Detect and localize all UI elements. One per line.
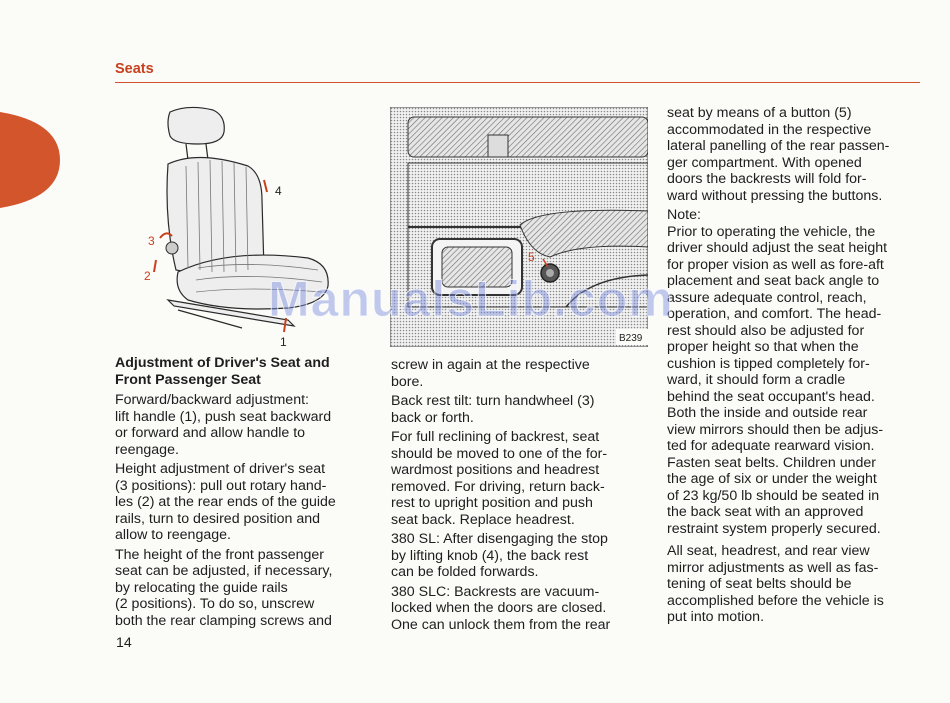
callout-3: 3 — [148, 234, 155, 248]
door-panel-illustration — [390, 107, 648, 347]
note-paragraph: Note: Prior to operating the vehicle, the driver should adjust the seat height for proper vision as well as fore-aft placement and seat back angle to assure adequate control, reach, operation, and comfort. The head- rest should also be adjusted for proper height so that when the cushion is tipped completely for- ward, it should form a cradle behind the seat occupant's head. Both the inside and outside rear view mirrors should then be adjus- ted for adequate rearward vision. Fasten seat belts. Children under the age of six or under the weight of 23 kg/50 lb should be seated in the back seat with an approved restraint system properly secured. — [667, 207, 888, 537]
paragraph: Height adjustment of driver's seat (3 positions): pull out rotary hand- les (2) at the rear ends of the guide rails, turn to desired position and allow to reengage. — [115, 461, 336, 543]
figure-code: B239 — [619, 333, 643, 344]
paragraph: All seat, headrest, and rear view mirror adjustments as well as fas- tening of seat belts should be accomplished before the vehicle is put into motion. — [667, 543, 884, 625]
callout-1: 1 — [280, 335, 287, 349]
text-column-2 — [391, 357, 653, 636]
watermark-text: ManualsLib.com — [268, 271, 674, 327]
callout-2: 2 — [144, 269, 151, 283]
callout-4: 4 — [275, 184, 282, 198]
paragraph: The height of the front passenger seat can be adjusted, if necessary, by relocating the guide rails (2 positions). To do so, unscrew both the rear clamping screws and — [115, 546, 333, 629]
paragraph: Forward/backward adjustment: lift handle (1), push seat backward or forward and allow handle to reengage. — [115, 392, 332, 458]
paragraph: For full reclining of backrest, seat should be moved to one of the for- wardmost positions and headrest removed. For driving, return back- rest to upright position and push seat back. Replace headrest. — [391, 429, 608, 528]
page-number: 14 — [116, 635, 132, 651]
paragraph: 380 SLC: Backrests are vacuum- locked when the doors are closed. One can unlock them from the rear — [391, 583, 611, 633]
callout-5: 5 — [528, 250, 535, 264]
text-column-1 — [115, 355, 377, 632]
text-column-3 — [667, 105, 929, 629]
section-title: Seats — [115, 61, 154, 77]
paragraph: seat by means of a button (5) accommodated in the respective lateral panelling of the rear passen- ger compartment. With opened doors the backrests will fold for- ward without pressing the buttons. — [667, 105, 890, 204]
paragraph: screw in again at the respective bore. — [391, 357, 590, 390]
chapter-tab-marker — [0, 112, 60, 208]
header-rule — [115, 82, 920, 83]
paragraph: Back rest tilt: turn handwheel (3) back or forth. — [391, 393, 595, 426]
section-heading: Adjustment of Driver's Seat and Front Passenger Seat — [115, 355, 330, 388]
paragraph: 380 SL: After disengaging the stop by lifting knob (4), the back rest can be folded forwards. — [391, 531, 608, 580]
seat-illustration — [138, 100, 338, 350]
